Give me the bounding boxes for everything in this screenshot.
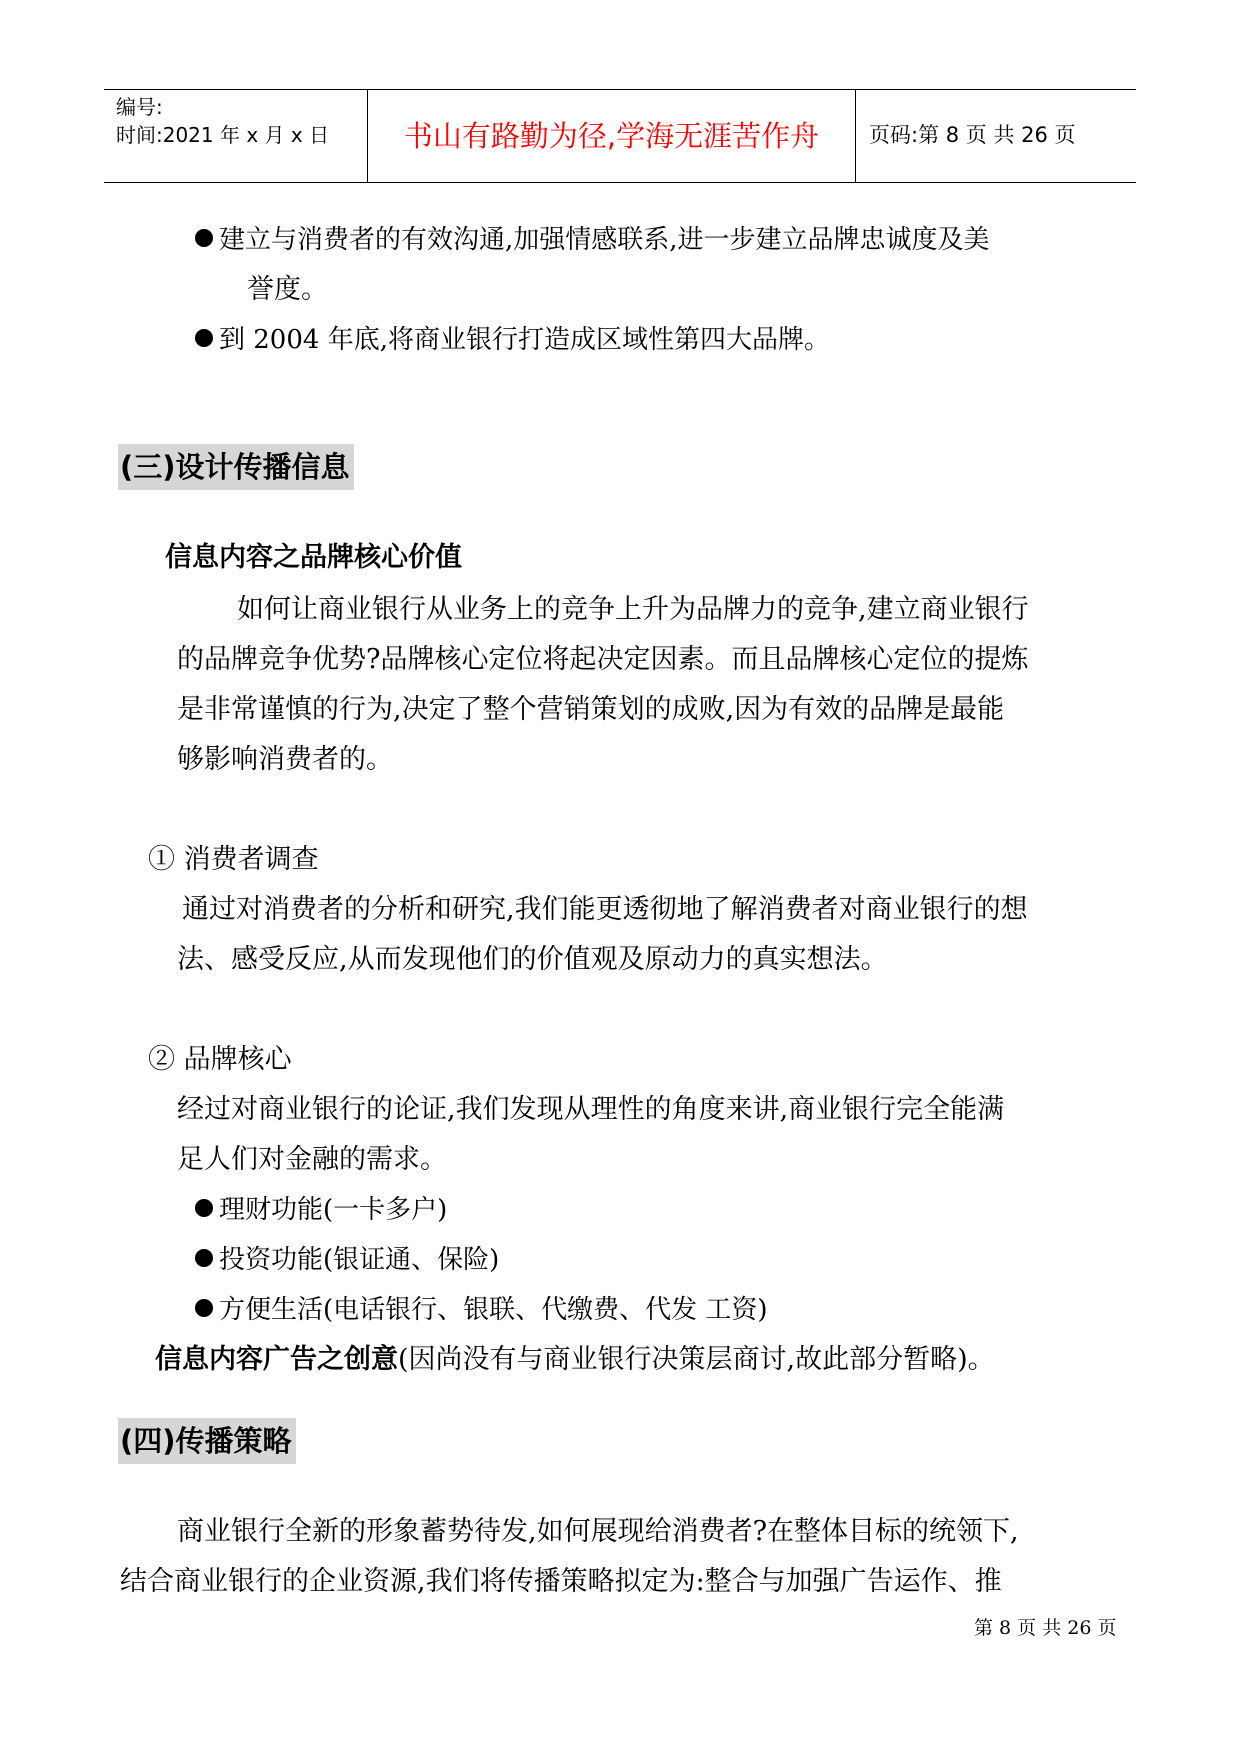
bullet-dot-icon xyxy=(195,1299,213,1317)
section-3-para-line-2: 的品牌竞争优势?品牌核心定位将起决定因素。而且品牌核心定位的提炼 xyxy=(177,644,1029,675)
section-3-para-line-3: 是非常谨慎的行为,决定了整个营销策划的成败,因为有效的品牌是最能 xyxy=(177,694,1005,725)
goal-bullet-1 xyxy=(195,222,990,258)
page-header xyxy=(104,89,1136,183)
creative-rest-text: (因尚没有与商业银行决策层商讨,故此部分暂略)。 xyxy=(398,1344,995,1375)
item-1-title: ① 消费者调查 xyxy=(148,844,319,875)
section-4-title: (四)传播策略 xyxy=(118,1418,296,1464)
header-number-label: 编号: xyxy=(116,95,163,119)
feature-bullet-3 xyxy=(195,1292,768,1328)
section-4-line-2: 结合商业银行的企业资源,我们将传播策略拟定为:整合与加强广告运作、推 xyxy=(120,1566,1002,1597)
bullet-dot-icon xyxy=(195,1249,213,1267)
page-footer: 第 8 页 共 26 页 xyxy=(974,1617,1117,1639)
header-time-label: 时间:2021 年 x 月 x 日 xyxy=(116,123,330,147)
item-1-line-2: 法、感受反应,从而发现他们的价值观及原动力的真实想法。 xyxy=(177,944,888,975)
item-2-line-2: 足人们对金融的需求。 xyxy=(177,1144,447,1175)
section-3-subtitle: 信息内容之品牌核心价值 xyxy=(165,542,462,573)
bullet-dot-icon xyxy=(195,1199,213,1217)
goal-1-line-2: 誉度。 xyxy=(247,274,328,305)
bullet-dot-icon xyxy=(195,229,213,247)
header-divider-2 xyxy=(855,90,856,182)
feature-bullet-1 xyxy=(195,1192,447,1228)
goal-2-line-1: 到 2004 年底,将商业银行打造成区域性第四大品牌。 xyxy=(219,325,830,355)
feature-2-text: 投资功能(银证通、保险) xyxy=(219,1245,500,1275)
header-left xyxy=(116,93,329,149)
header-motto: 书山有路勤为径,学海无涯苦作舟 xyxy=(403,119,820,153)
bullet-dot-icon xyxy=(195,329,213,347)
creative-bold-label: 信息内容广告之创意 xyxy=(155,1344,398,1375)
goal-bullet-2 xyxy=(195,322,830,358)
feature-3-text: 方便生活(电话银行、银联、代缴费、代发 工资) xyxy=(219,1295,768,1325)
creative-line xyxy=(155,1342,995,1378)
item-2-line-1: 经过对商业银行的论证,我们发现从理性的角度来讲,商业银行完全能满 xyxy=(177,1094,1005,1125)
header-page-info: 页码:第 8 页 共 26 页 xyxy=(869,123,1076,147)
feature-bullet-2 xyxy=(195,1242,499,1278)
section-4-line-1: 商业银行全新的形象蓄势待发,如何展现给消费者?在整体目标的统领下, xyxy=(177,1516,1019,1547)
section-3-para-line-4: 够影响消费者的。 xyxy=(177,744,393,775)
item-1-line-1: 通过对消费者的分析和研究,我们能更透彻地了解消费者对商业银行的想 xyxy=(182,894,1028,925)
section-3-para-line-1: 如何让商业银行从业务上的竞争上升为品牌力的竞争,建立商业银行 xyxy=(237,594,1029,625)
item-2-title: ② 品牌核心 xyxy=(148,1044,292,1075)
goal-1-line-1: 建立与消费者的有效沟通,加强情感联系,进一步建立品牌忠诚度及美 xyxy=(219,225,990,255)
section-3-title: (三)设计传播信息 xyxy=(118,444,354,490)
feature-1-text: 理财功能(一卡多户) xyxy=(219,1195,448,1225)
